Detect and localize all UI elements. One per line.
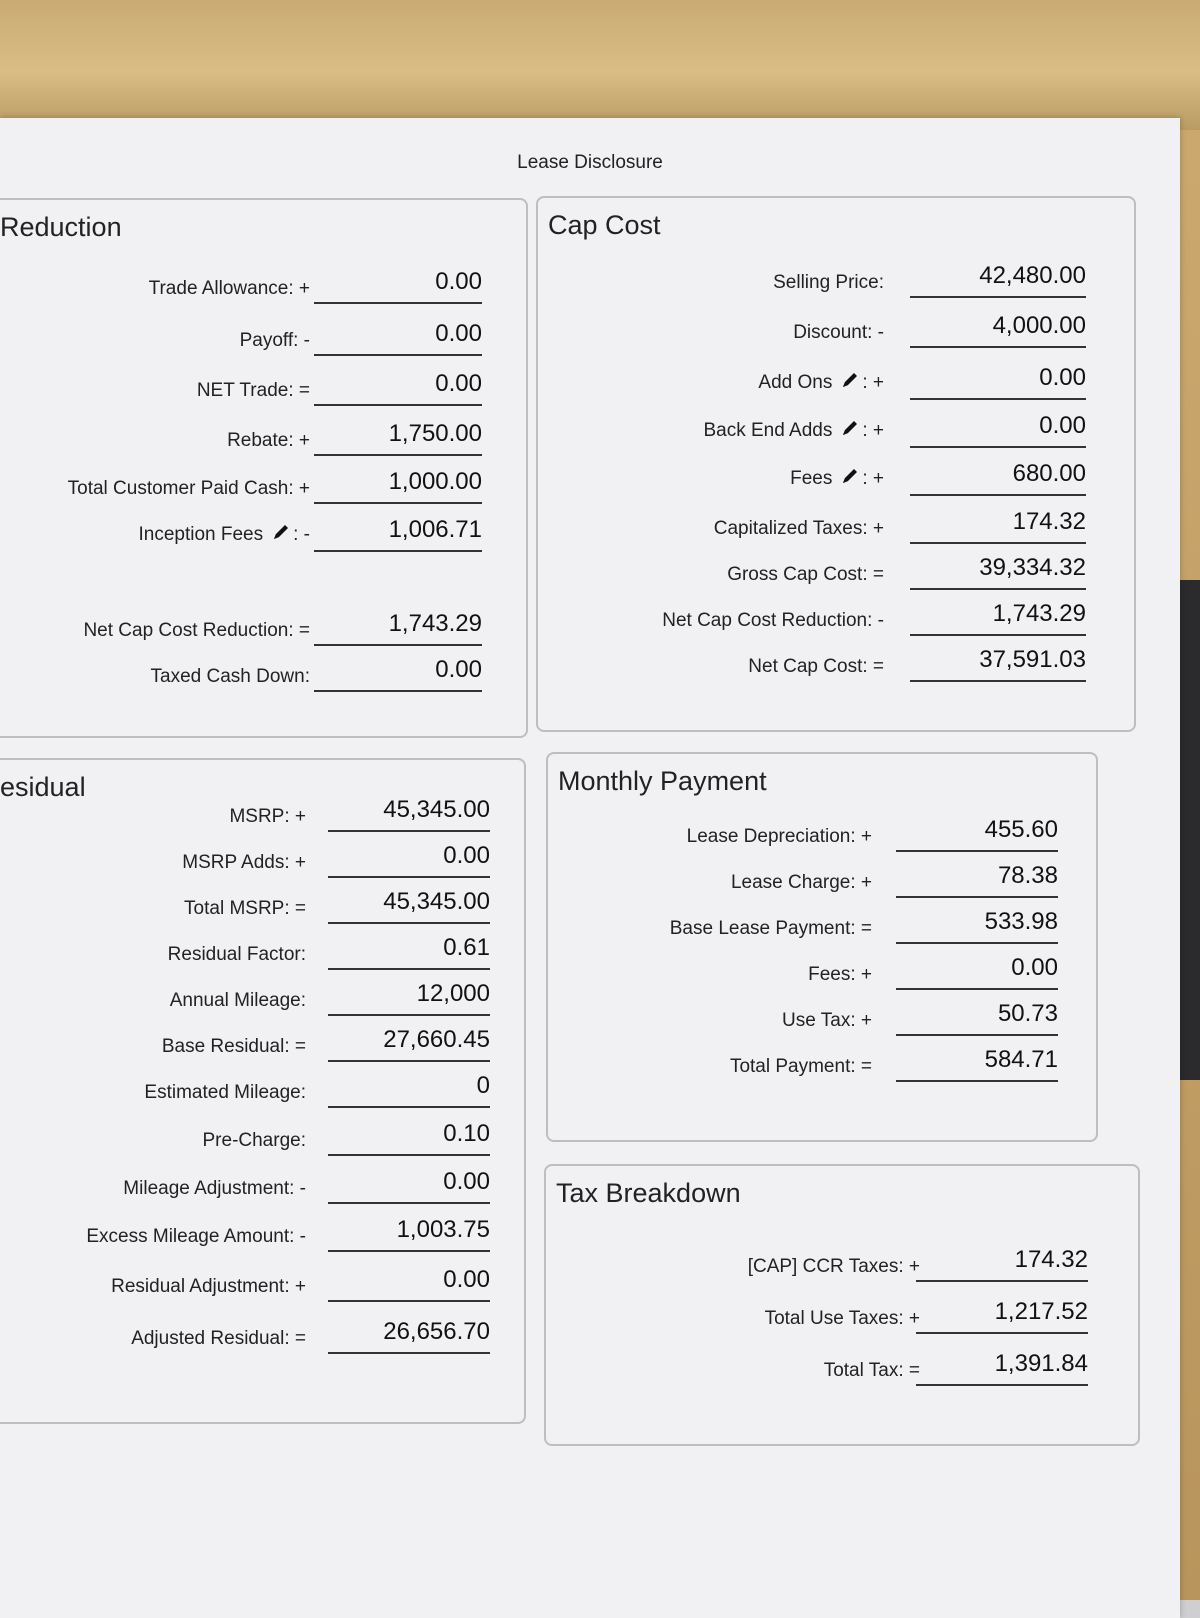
field-value: 1,000.00	[314, 468, 482, 504]
field-label-suffix: : +	[862, 420, 884, 442]
field-value: 0	[328, 1072, 490, 1108]
monthly-payment-panel	[546, 752, 1098, 1142]
panel-title: Tax Breakdown	[556, 1178, 741, 1208]
field-value: 0.00	[896, 954, 1058, 990]
field-row	[0, 888, 524, 932]
field-label-suffix: : -	[293, 524, 310, 546]
field-row	[0, 934, 524, 978]
field-value: 27,660.45	[328, 1026, 490, 1062]
pencil-icon[interactable]	[840, 418, 860, 444]
field-value: 0.00	[314, 656, 482, 692]
field-value: 533.98	[896, 908, 1058, 944]
field-label	[714, 518, 884, 540]
field-label	[808, 964, 872, 986]
field-row	[538, 412, 1134, 456]
field-row	[0, 1266, 524, 1310]
field-label-text: Capitalized Taxes: +	[713, 518, 884, 539]
field-label-text: NET Trade: =	[196, 380, 310, 401]
field-row	[0, 468, 526, 512]
field-row	[0, 420, 526, 464]
field-row	[546, 1246, 1138, 1290]
field-label	[687, 826, 872, 848]
field-value: 1,391.84	[916, 1350, 1088, 1386]
field-label	[170, 990, 306, 1012]
field-label	[131, 1328, 306, 1350]
field-row	[0, 1318, 524, 1362]
field-value: 680.00	[910, 460, 1086, 496]
cap-cost-panel	[536, 196, 1136, 732]
field-label	[168, 944, 306, 966]
field-row	[538, 554, 1134, 598]
field-row	[0, 796, 524, 840]
field-label-text: Pre-Charge:	[202, 1130, 306, 1151]
field-value: 45,345.00	[328, 796, 490, 832]
field-row	[0, 842, 524, 886]
field-value: 45,345.00	[328, 888, 490, 924]
field-value: 12,000	[328, 980, 490, 1016]
field-value: 0.00	[314, 370, 482, 406]
field-row	[0, 980, 524, 1024]
field-label	[790, 466, 884, 492]
field-label-text: Total Use Taxes: +	[764, 1308, 920, 1329]
cap-cost-reduction-panel	[0, 198, 528, 738]
field-label	[182, 852, 306, 874]
field-label	[86, 1226, 306, 1248]
field-label-text: Net Cap Cost Reduction: -	[662, 610, 884, 631]
field-value: 0.61	[328, 934, 490, 970]
field-row	[0, 610, 526, 654]
field-label	[138, 522, 310, 548]
field-row	[548, 1046, 1096, 1090]
field-value: 1,217.52	[916, 1298, 1088, 1334]
field-label-suffix: : +	[862, 372, 884, 394]
field-row	[538, 460, 1134, 504]
field-label-text: Taxed Cash Down:	[150, 666, 310, 687]
pencil-icon[interactable]	[840, 466, 860, 492]
field-row	[538, 364, 1134, 408]
panel-title: Cap Cost	[548, 210, 661, 240]
field-value: 50.73	[896, 1000, 1058, 1036]
field-label-text: Adjusted Residual: =	[131, 1328, 306, 1349]
field-value: 0.10	[328, 1120, 490, 1156]
field-value: 0.00	[314, 268, 482, 304]
field-row	[0, 1026, 524, 1070]
field-label	[730, 1056, 872, 1078]
field-label-text: [CAP] CCR Taxes: +	[747, 1256, 920, 1277]
field-value: 37,591.03	[910, 646, 1086, 682]
field-value: 584.71	[896, 1046, 1058, 1082]
field-label-text: Residual Factor:	[167, 944, 306, 965]
desk-background	[0, 0, 1200, 130]
field-value: 1,006.71	[314, 516, 482, 552]
field-label	[151, 666, 310, 688]
field-value: 174.32	[916, 1246, 1088, 1282]
field-value: 0.00	[328, 1168, 490, 1204]
field-row	[0, 268, 526, 312]
field-value: 4,000.00	[910, 312, 1086, 348]
field-row	[548, 954, 1096, 998]
field-label	[111, 1276, 306, 1298]
field-label-text: Residual Adjustment: +	[111, 1276, 306, 1297]
field-label	[203, 1130, 307, 1152]
field-row	[0, 516, 526, 560]
field-value: 78.38	[896, 862, 1058, 898]
field-label	[748, 1256, 920, 1278]
pencil-icon[interactable]	[271, 522, 291, 548]
field-row	[0, 370, 526, 414]
residual-panel	[0, 758, 526, 1424]
field-label	[731, 872, 872, 894]
field-label-text: Excess Mileage Amount: -	[86, 1226, 306, 1247]
field-label-text: Net Cap Cost: =	[748, 656, 884, 677]
field-label	[748, 656, 884, 678]
field-label	[68, 478, 310, 500]
field-label	[773, 272, 884, 294]
pencil-icon[interactable]	[840, 370, 860, 396]
field-label-text: MSRP: +	[229, 806, 306, 827]
document-title: Lease Disclosure	[517, 152, 663, 173]
field-label-text: Fees	[790, 468, 833, 490]
field-value: 1,750.00	[314, 420, 482, 456]
field-label	[782, 1010, 872, 1032]
field-row	[0, 320, 526, 364]
field-row	[0, 1168, 524, 1212]
field-label	[758, 370, 884, 396]
tax-breakdown-panel	[544, 1164, 1140, 1446]
field-label-text: Base Lease Payment: =	[669, 918, 872, 939]
field-label-text: Selling Price:	[773, 272, 884, 293]
field-label-text: Payoff: -	[239, 330, 310, 351]
field-row	[538, 600, 1134, 644]
field-row	[538, 508, 1134, 552]
field-value: 39,334.32	[910, 554, 1086, 590]
field-label-text: Discount: -	[793, 322, 884, 343]
field-value: 0.00	[910, 364, 1086, 400]
field-label	[670, 918, 872, 940]
field-row	[546, 1350, 1138, 1394]
field-value: 0.00	[314, 320, 482, 356]
field-row	[0, 656, 526, 700]
field-label	[83, 620, 310, 642]
field-label-text: Lease Depreciation: +	[686, 826, 872, 847]
field-label-text: Back End Adds	[703, 420, 833, 442]
field-label	[240, 330, 310, 352]
field-label-text: Add Ons	[758, 372, 833, 394]
field-label-text: Fees: +	[808, 964, 872, 985]
field-value: 174.32	[910, 508, 1086, 544]
field-label	[123, 1178, 306, 1200]
field-value: 0.00	[328, 842, 490, 878]
field-label-text: Trade Allowance: +	[148, 278, 310, 299]
field-label-text: MSRP Adds: +	[182, 852, 306, 873]
field-value: 1,743.29	[910, 600, 1086, 636]
field-row	[0, 1216, 524, 1260]
field-row	[538, 262, 1134, 306]
field-label-text: Total Customer Paid Cash: +	[67, 478, 310, 499]
field-value: 1,743.29	[314, 610, 482, 646]
field-label	[149, 278, 310, 300]
field-label	[727, 564, 884, 586]
field-label	[197, 380, 310, 402]
field-label-text: Estimated Mileage:	[144, 1082, 306, 1103]
field-label-text: Gross Cap Cost: =	[727, 564, 884, 585]
field-label	[824, 1360, 920, 1382]
field-label-text: Base Residual: =	[161, 1036, 306, 1057]
panel-title: Reduction	[0, 212, 122, 242]
field-label-text: Lease Charge: +	[730, 872, 872, 893]
field-label-text: Annual Mileage:	[169, 990, 306, 1011]
field-label-text: Total Payment: =	[729, 1056, 872, 1077]
field-label	[765, 1308, 920, 1330]
field-row	[548, 816, 1096, 860]
field-label	[662, 610, 884, 632]
field-row	[0, 1072, 524, 1116]
field-value: 0.00	[328, 1266, 490, 1302]
field-label-text: Net Cap Cost Reduction: =	[83, 620, 310, 641]
field-label-text: Use Tax: +	[782, 1010, 872, 1031]
field-value: 1,003.75	[328, 1216, 490, 1252]
field-row	[0, 1120, 524, 1164]
field-label	[229, 806, 306, 828]
field-row	[538, 312, 1134, 356]
field-label	[184, 898, 306, 920]
panel-title: esidual	[0, 772, 86, 802]
field-label	[227, 430, 310, 452]
field-label-text: Inception Fees	[138, 524, 264, 546]
field-value: 42,480.00	[910, 262, 1086, 298]
field-row	[548, 1000, 1096, 1044]
field-label	[162, 1036, 306, 1058]
field-label-text: Total Tax: =	[823, 1360, 920, 1381]
field-value: 26,656.70	[328, 1318, 490, 1354]
field-value: 455.60	[896, 816, 1058, 852]
field-label	[144, 1082, 306, 1104]
field-row	[548, 908, 1096, 952]
field-row	[538, 646, 1134, 690]
panel-title: Monthly Payment	[558, 766, 767, 796]
field-label-text: Total MSRP: =	[184, 898, 306, 919]
field-row	[546, 1298, 1138, 1342]
field-label	[703, 418, 884, 444]
field-label-text: Mileage Adjustment: -	[123, 1178, 306, 1199]
field-label-text: Rebate: +	[227, 430, 310, 451]
field-value: 0.00	[910, 412, 1086, 448]
field-label-suffix: : +	[862, 468, 884, 490]
field-row	[548, 862, 1096, 906]
field-label	[793, 322, 884, 344]
